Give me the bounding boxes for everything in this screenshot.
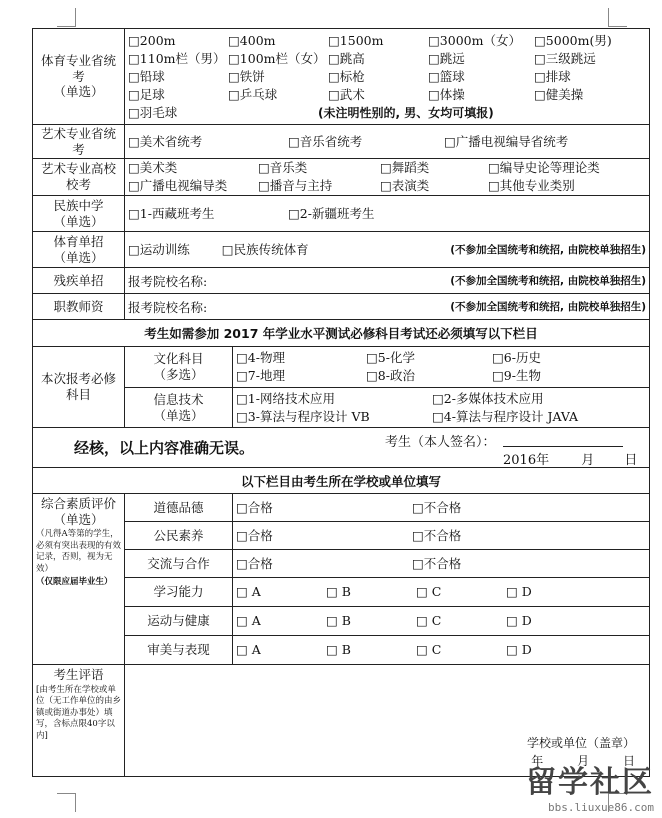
crop-mark-top-right [608, 8, 627, 27]
date-day: 日 [622, 754, 635, 768]
academic-test-label: 本次报考必修科目 [33, 347, 125, 428]
school-section-heading: 以下栏目由考生所在学校或单位填写 [33, 468, 650, 494]
grade-row [33, 578, 650, 607]
option-checkbox[interactable]: □1-网络技术应用 [236, 390, 335, 406]
option-checkbox[interactable]: □民族传统体育 [221, 241, 309, 257]
criterion-label: 交流与合作 [125, 550, 233, 578]
grade-checkbox[interactable]: □ B [326, 584, 351, 599]
option-checkbox[interactable]: □三级跳远 [534, 50, 596, 66]
date-month: 月 [577, 754, 590, 768]
sports-single-label-sub: （单选） [53, 249, 104, 265]
sports-exam-label [33, 29, 125, 125]
it-label-sub: （单选） [153, 407, 204, 423]
crop-mark-top-left [57, 8, 76, 27]
disabled-label: 残疾单招 [33, 268, 125, 294]
it-label-text: 信息技术 [153, 391, 204, 407]
pass-checkbox[interactable]: □合格 [236, 499, 273, 515]
grade-checkbox[interactable]: □ A [236, 613, 261, 628]
comment-label [33, 665, 125, 777]
option-checkbox[interactable]: □舞蹈类 [380, 160, 430, 175]
vocational-label: 职教师资 [33, 294, 125, 320]
option-checkbox[interactable]: □5000m(男) [534, 32, 612, 48]
option-checkbox[interactable]: □跳远 [428, 50, 465, 66]
option-checkbox[interactable]: □篮球 [428, 68, 465, 84]
option-checkbox[interactable]: □9-生物 [492, 368, 541, 383]
option-checkbox[interactable]: □3000m（女） [428, 32, 521, 48]
independent-admission-note: (不参加全国统考和统招, 由院校单独招生) [450, 275, 646, 287]
quality-label [33, 494, 125, 665]
option-checkbox[interactable]: □3-算法与程序设计 VB [236, 408, 370, 424]
declaration-row [33, 428, 650, 468]
option-checkbox[interactable]: □乒乓球 [228, 86, 278, 102]
option-checkbox[interactable]: □表演类 [380, 178, 430, 193]
date-year: 年 [531, 754, 544, 768]
option-checkbox[interactable]: □铅球 [128, 68, 165, 84]
criterion-label: 公民素养 [125, 522, 233, 550]
sports-exam-label-sub: （单选） [53, 84, 104, 100]
art-school-row [33, 159, 650, 196]
quality-note-graduates: （仅限应届毕业生） [36, 577, 113, 588]
culture-label-text: 文化科目 [153, 351, 204, 367]
independent-admission-note: (不参加全国统考和统招, 由院校单独招生) [450, 301, 646, 313]
option-checkbox[interactable]: □8-政治 [366, 368, 415, 383]
art-provincial-label: 艺术专业省统考 [33, 125, 125, 159]
signature-label: 考生（本人签名）： [385, 435, 496, 450]
option-checkbox[interactable]: □美术省统考 [128, 133, 203, 149]
option-checkbox[interactable]: □5-化学 [366, 350, 415, 365]
watermark-url: bbs.liuxue86.com [548, 801, 654, 814]
option-checkbox[interactable]: □110m栏（男） [128, 50, 226, 66]
pass-checkbox[interactable]: □合格 [236, 555, 273, 571]
independent-admission-note: (不参加全国统考和统招, 由院校单独招生) [450, 244, 646, 256]
option-checkbox[interactable]: □1500m [328, 32, 384, 48]
sports-exam-label-text: 体育专业省统考 [40, 53, 116, 84]
grade-checkbox[interactable]: □ A [236, 584, 261, 599]
quality-label-sub: （单选） [53, 511, 104, 527]
option-checkbox[interactable]: □健美操 [534, 86, 584, 102]
school-name-field[interactable]: 报考院校名称: [128, 299, 208, 315]
sports-exam-options [125, 29, 650, 125]
option-checkbox[interactable]: □足球 [128, 86, 165, 102]
option-checkbox[interactable]: □7-地理 [236, 368, 285, 383]
option-checkbox[interactable]: □1-西藏班考生 [128, 205, 215, 221]
sports-single-label [33, 232, 125, 268]
grade-checkbox[interactable]: □ D [506, 642, 532, 657]
option-checkbox[interactable]: □音乐省统考 [288, 133, 363, 149]
culture-label-sub: （多选） [153, 367, 204, 382]
ethnic-label [33, 196, 125, 232]
pass-checkbox[interactable]: □合格 [236, 527, 273, 543]
option-checkbox[interactable]: □音乐类 [258, 160, 308, 175]
ethnic-label-sub: （单选） [53, 213, 104, 229]
option-checkbox[interactable]: □体操 [428, 86, 465, 102]
grade-checkbox[interactable]: □ D [506, 613, 532, 628]
option-checkbox[interactable]: □羽毛球 [128, 104, 178, 120]
academic-test-heading-row [33, 320, 650, 347]
school-section-heading-row [33, 468, 650, 494]
option-checkbox[interactable]: □播音与主持 [258, 178, 333, 193]
grade-checkbox[interactable]: □ A [236, 642, 261, 657]
quality-row [33, 550, 650, 578]
option-checkbox[interactable]: □2-多媒体技术应用 [432, 390, 544, 406]
vocational-row [33, 294, 650, 320]
option-checkbox[interactable]: □100m栏（女） [228, 50, 326, 66]
criterion-label: 学习能力 [125, 578, 233, 607]
fail-checkbox[interactable]: □不合格 [412, 555, 462, 571]
option-checkbox[interactable]: □其他专业类别 [488, 178, 575, 193]
option-checkbox[interactable]: □跳高 [328, 50, 365, 66]
stamp-label: 学校或单位（盖章） [526, 736, 635, 750]
grade-row [33, 607, 650, 636]
option-checkbox[interactable]: □美术类 [128, 160, 178, 175]
declaration-date [503, 449, 637, 468]
grade-checkbox[interactable]: □ B [326, 613, 351, 628]
option-checkbox[interactable]: □4-物理 [236, 350, 285, 365]
grade-checkbox[interactable]: □ D [506, 584, 532, 599]
it-label [125, 388, 233, 428]
option-checkbox[interactable]: □标枪 [328, 68, 365, 84]
option-checkbox[interactable]: □6-历史 [492, 350, 541, 365]
quality-row [33, 522, 650, 550]
sports-single-label-text: 体育单招 [53, 233, 104, 249]
declaration-text: 经核，以上内容准确无误。 [74, 439, 255, 457]
option-checkbox[interactable]: □运动训练 [128, 241, 190, 257]
sports-single-row [33, 232, 650, 268]
grade-checkbox[interactable]: □ B [326, 642, 351, 657]
date-year: 2016年 [503, 453, 550, 468]
culture-row [33, 347, 650, 388]
quality-note: （凡得A等第的学生，必须有突出表现的有效记录，否则，视为无效） [36, 529, 122, 574]
art-provincial-row [33, 125, 650, 159]
crop-mark-bottom-left [57, 793, 76, 812]
it-row [33, 388, 650, 428]
criterion-label: 道德品德 [125, 494, 233, 522]
fail-checkbox[interactable]: □不合格 [412, 527, 462, 543]
criterion-label: 运动与健康 [125, 607, 233, 636]
registration-form-table [32, 28, 650, 777]
art-school-label: 艺术专业高校校考 [33, 159, 125, 196]
site-watermark [526, 757, 654, 814]
quality-row [33, 494, 650, 522]
grade-row [33, 636, 650, 665]
comment-label-text: 考生评语 [53, 667, 104, 682]
ethnic-label-text: 民族中学 [53, 197, 104, 213]
option-checkbox[interactable]: □排球 [534, 68, 571, 84]
option-checkbox[interactable]: □400m [228, 32, 276, 48]
watermark-logo-text: 留学社区 [526, 765, 654, 800]
grade-checkbox[interactable]: □ C [416, 613, 442, 628]
option-checkbox[interactable]: □广播电视编导省统考 [444, 133, 569, 149]
disabled-row [33, 268, 650, 294]
option-checkbox[interactable]: □2-新疆班考生 [288, 205, 375, 221]
option-checkbox[interactable]: □广播电视编导类 [128, 178, 228, 193]
academic-test-heading: 考生如需参加 2017 年学业水平测试必修科目考试还必须填写以下栏目 [33, 320, 650, 347]
comment-note: [由考生所在学校或单位（无工作单位的由乡镇或街道办事处）填写，含标点限40字以内] [36, 684, 122, 741]
gender-note: (未注明性别的, 男、女均可填报) [318, 106, 494, 120]
school-name-field[interactable]: 报考院校名称: [128, 273, 208, 289]
grade-checkbox[interactable]: □ C [416, 642, 442, 657]
grade-checkbox[interactable]: □ C [416, 584, 442, 599]
fail-checkbox[interactable]: □不合格 [412, 499, 462, 515]
date-day: 日 [624, 453, 638, 468]
sports-exam-row [33, 29, 650, 125]
culture-label [125, 347, 233, 388]
ethnic-row [33, 196, 650, 232]
option-checkbox[interactable]: □编导史论等理论类 [488, 160, 600, 175]
option-checkbox[interactable]: □200m [128, 32, 176, 48]
signature-line[interactable] [503, 432, 623, 447]
criterion-label: 审美与表现 [125, 636, 233, 665]
option-checkbox[interactable]: □4-算法与程序设计 JAVA [432, 408, 579, 424]
option-checkbox[interactable]: □武术 [328, 86, 365, 102]
date-month: 月 [581, 453, 595, 468]
quality-label-text: 综合素质评价 [40, 496, 116, 511]
option-checkbox[interactable]: □铁饼 [228, 68, 265, 84]
